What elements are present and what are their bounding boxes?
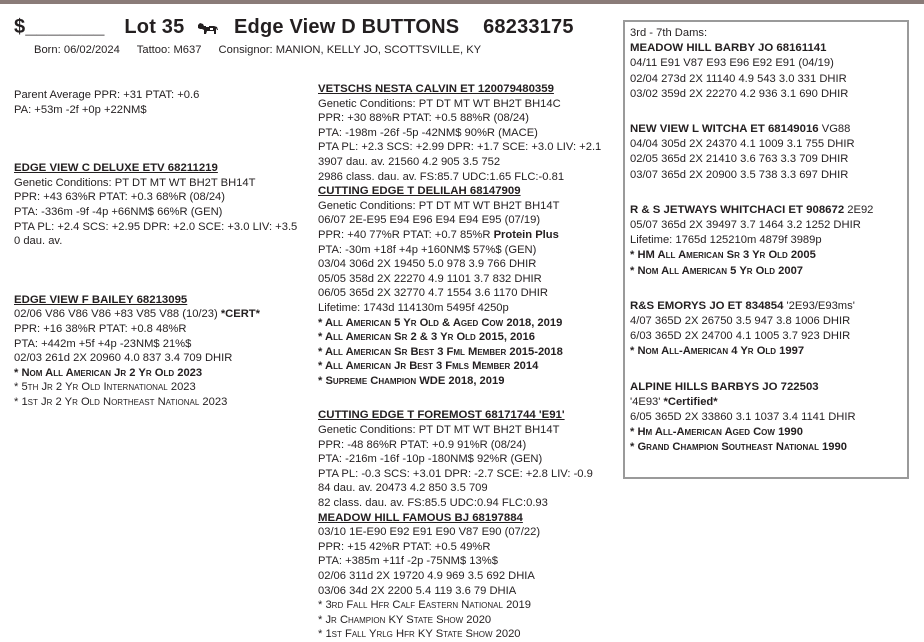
sire-dam-line: PTA: -30m +18f +4p +160NM$ 57%$ (GEN) [318, 243, 537, 256]
dam6-score: '2E93/E93ms' [783, 299, 855, 312]
dam7-honor: * Grand Champion Southeast National 1990 [630, 441, 847, 454]
dam-line: 02/03 261d 2X 20960 4.0 837 3.4 709 DHIR [14, 352, 233, 365]
dam-line: PTA: +442m +5f +4p -23NM$ 21%$ [14, 337, 192, 350]
sire-dam-honor: * All American Sr 2 & 3 Yr Old 2015, 2016 [318, 331, 535, 344]
dam-dam-name: MEADOW HILL FAMOUS BJ 68197884 [318, 511, 523, 524]
dam-honor: * Nom All American Jr 2 Yr Old 2023 [14, 366, 203, 379]
dam-cert-badge: *CERT* [220, 308, 260, 321]
sire-dam-line: 06/05 365d 2X 32770 4.7 1554 3.6 1170 DHIR [318, 287, 548, 300]
sire-sire-line: PPR: +30 88%R PTAT: +0.5 88%R (08/24) [318, 112, 530, 125]
sire-dam-line: Lifetime: 1743d 114130m 5495f 4250p [318, 301, 509, 314]
dam4-line: 02/05 365d 2X 21410 3.6 763 3.3 709 DHIR [630, 153, 849, 166]
dam-line: PPR: +16 38%R PTAT: +0.8 48%R [14, 322, 187, 335]
dam6-line: 6/03 365D 2X 24700 4.1 1005 3.7 923 DHIR [630, 330, 851, 343]
dam-dam-honor: * 1st Fall Yrlg Hfr KY State Show 2020 [318, 628, 521, 641]
tattoo: Tattoo: M637 [136, 44, 202, 56]
dam5-line: Lifetime: 1765d 125210m 4879f 3989p [630, 234, 822, 247]
dam-dam-line: 02/06 311d 2X 19720 4.9 969 3.5 692 DHIA [318, 570, 535, 582]
birth-date: Born: 06/02/2024 [34, 44, 120, 56]
dam-sire-line: PPR: -48 86%R PTAT: +0.9 91%R (08/24) [318, 438, 527, 451]
dams-box [623, 20, 909, 479]
dam-sire-line: 84 dau. av. 20473 4.2 850 3.5 709 [318, 482, 488, 495]
dam5-honor: * Nom All American 5 Yr Old 2007 [630, 264, 804, 277]
sire-sire-name: VETSCHS NESTA CALVIN ET 120079480359 [318, 83, 554, 95]
dam3-line: 02/04 273d 2X 11140 4.9 543 3.0 331 DHIR [630, 72, 847, 85]
sire-line: 0 dau. av. [14, 235, 63, 248]
dam5-score: 2E92 [844, 203, 874, 216]
cow-icon [197, 21, 219, 35]
dam7-name: ALPINE HILLS BARBYS JO 722503 [630, 380, 819, 393]
dam4-score: VG88 [818, 123, 851, 136]
dam-honor: * 5th Jr 2 Yr Old International 2023 [14, 381, 196, 394]
dam-sire-line: Genetic Conditions: PT DT MT WT BH2T BH14T [318, 424, 560, 437]
dam4-line: 04/04 305d 2X 24370 4.1 1009 3.1 755 DHIR [630, 138, 855, 151]
sire-sire-line: PTA: -198m -26f -5p -42NM$ 90%R (MACE) [318, 126, 538, 139]
dam5-name: R & S JETWAYS WHITCHACI ET 908672 [630, 203, 845, 216]
dam7-honor: * Hm All-American Aged Cow 1990 [630, 426, 803, 439]
dam3-line: 03/02 359d 2X 22270 4.2 936 3.1 690 DHIR [630, 87, 849, 100]
registration-number: 68233175 [483, 16, 574, 39]
column-parents [14, 88, 297, 410]
sire-sire-line: 2986 class. dau. av. FS:85.7 UDC:1.65 FLC:-0.81 [318, 170, 565, 183]
sire-dam-classification: 06/07 2E-E95 E94 E96 E94 E94 E95 (07/19) [318, 214, 541, 227]
sire-line: PTA PL: +2.4 SCS: +2.95 DPR: +2.0 SCE: +3.0 LIV: +3.5 [14, 220, 298, 233]
dam4-line: 03/07 365d 2X 20900 3.5 738 3.3 697 DHIR [630, 168, 849, 181]
dam-name: EDGE VIEW F BAILEY 68213095 [14, 293, 188, 306]
dam-classification: 02/06 V86 V86 V86 +83 V85 V88 (10/23) *CERT* [14, 308, 260, 321]
animal-info-line [34, 44, 495, 56]
dam6-heading [630, 299, 873, 314]
sire-line: PTA: -336m -9f -4p +66NM$ 66%R (GEN) [14, 205, 223, 218]
sire-sire-line: 3907 dau. av. 21560 4.2 905 3.5 752 [318, 155, 501, 168]
animal-name: Edge View D BUTTONS [234, 16, 460, 39]
dams-box-title: 3rd - 7th Dams: [630, 27, 708, 39]
dam-sire-line: PTA PL: -0.3 SCS: +3.01 DPR: -2.7 SCE: +2.8 LIV: -0.9 [318, 467, 593, 480]
sire-dam-honor: * Supreme Champion WDE 2018, 2019 [318, 374, 505, 387]
dam-dam-honor: * Jr Champion KY State Show 2020 [318, 613, 492, 626]
parent-average-pa: PA: +53m -2f +0p +22NM$ [14, 103, 147, 116]
dam-dam-honor: * 3rd Fall Hfr Calf Eastern National 2019 [318, 599, 531, 612]
dam-dam-line: PPR: +15 42%R PTAT: +0.5 49%R [318, 540, 491, 553]
lot-header [14, 16, 574, 39]
price-blank: $_______ [14, 16, 105, 39]
dam-sire-name: CUTTING EDGE T FOREMOST 68171744 'E91' [318, 409, 565, 422]
sire-sire-line: PTA PL: +2.3 SCS: +2.99 DPR: +1.7 SCE: +3.0 LIV: +2.1 [318, 141, 602, 154]
dam-dam-line: PTA: +385m +11f -2p -75NM$ 13%$ [318, 555, 498, 568]
sire-dam-line: 05/05 358d 2X 22270 4.9 1101 3.7 832 DHIR [318, 272, 542, 285]
dam4-name: NEW VIEW L WITCHA ET 68149016 [630, 123, 819, 136]
sire-sire-line: Genetic Conditions: PT DT MT WT BH2T BH14C [318, 97, 561, 110]
top-rule [0, 0, 924, 4]
sire-dam-honor: * All American 5 Yr Old & Aged Cow 2018, 2019 [318, 316, 563, 329]
protein-plus-badge: Protein Plus [493, 228, 559, 241]
dam6-name: R&S EMORYS JO ET 834854 [630, 299, 784, 312]
parent-average-ppr: Parent Average PPR: +31 PTAT: +0.6 [14, 89, 200, 101]
dam-sire-line: PTA: -216m -16f -10p -180NM$ 92%R (GEN) [318, 453, 543, 466]
sire-dam-name: CUTTING EDGE T DELILAH 68147909 [318, 185, 521, 198]
sire-dam-honor: * All American Jr Best 3 Fmls Member 2014 [318, 360, 539, 373]
sire-name: EDGE VIEW C DELUXE ETV 68211219 [14, 162, 218, 175]
sire-dam-line: 03/04 306d 2X 19450 5.0 978 3.9 766 DHIR [318, 258, 537, 271]
sire-line: PPR: +43 63%R PTAT: +0.3 68%R (08/24) [14, 191, 226, 204]
sire-dam-ppr: PPR: +40 77%R PTAT: +0.7 85%R Protein Plus [318, 228, 559, 241]
certified-badge: *Certified* [663, 395, 718, 408]
dam3-line: 04/11 E91 V87 E93 E96 E92 E91 (04/19) [630, 57, 834, 70]
dam-honor: * 1st Jr 2 Yr Old Northeast National 2023 [14, 395, 228, 408]
lot-number: Lot 35 [124, 16, 185, 39]
dam5-line: 05/07 365d 2X 39497 3.7 1464 3.2 1252 DHIR [630, 219, 861, 232]
dam3-name: MEADOW HILL BARBY JO 68161141 [630, 42, 827, 55]
dam5-honor: * HM All American Sr 3 Yr Old 2005 [630, 249, 816, 262]
dam7-classification: '4E93' *Certified* [630, 395, 718, 408]
dam6-honor: * Nom All-American 4 Yr Old 1997 [630, 345, 805, 358]
consignor: Consignor: MANION, KELLY JO, SCOTTSVILLE, KY [218, 44, 482, 56]
dam-dam-line: 03/06 34d 2X 2200 5.4 119 3.6 79 DHIA [318, 584, 517, 597]
dam-sire-line: 82 class. dau. av. FS:85.5 UDC:0.94 FLC:0.93 [318, 497, 548, 510]
sire-dam-line: Genetic Conditions: PT DT MT WT BH2T BH14T [318, 199, 560, 212]
dam4-heading [630, 122, 873, 137]
sire-line: Genetic Conditions: PT DT MT WT BH2T BH14T [14, 176, 256, 189]
dam7-line: 6/05 365D 2X 33860 3.1 1037 3.4 1141 DHIR [630, 411, 856, 424]
sire-dam-honor: * All American Sr Best 3 Fml Member 2015-2018 [318, 345, 563, 358]
dams-list [630, 26, 873, 456]
column-grandparents [318, 82, 601, 642]
dam6-line: 4/07 365D 2X 26750 3.5 947 3.8 1006 DHIR [630, 315, 851, 328]
dam-dam-line: 03/10 1E-E90 E92 E91 E90 V87 E90 (07/22) [318, 526, 541, 539]
dam5-heading [630, 203, 873, 218]
